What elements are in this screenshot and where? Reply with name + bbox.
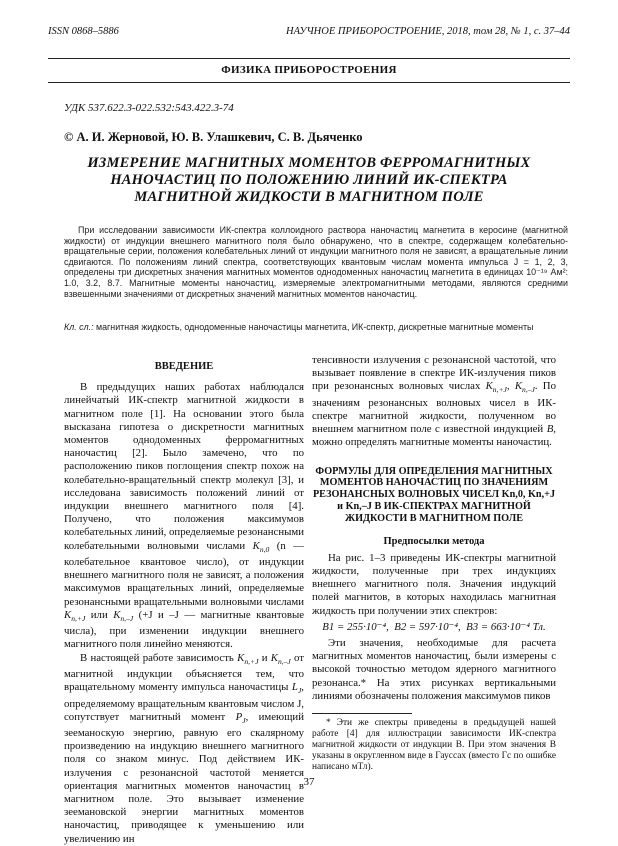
intro-text: В предыдущих наших работах наблюдался линейчатый ИК-спектр магнитной жидкости в магнитном поле [1]. На основании этого была высказана гипотеза о дискретности магнитных моментов однодоменных ферромагнитных наночастиц [2]. Было замечено, что по расположению пиков поглощения спектр похож на колебательно-вращательный спектр молекул [3], и исследована зависимость положений линий от индукции внешнего магнитного поля [4]. Получено, что положения максимумов колебательных линий, определяемые резонансными колебательными волновыми числами xyxy=(64,381,304,552)
keywords-label: Кл. сл.: xyxy=(64,322,94,332)
symbol-kn-plus-j: $K_{n,+J}$ xyxy=(64,608,86,623)
formula-b2: B2 = 597·10⁻⁴, xyxy=(394,620,461,633)
symbol-lj: $L_J$ xyxy=(291,681,302,696)
symbol-kn-minus-j: $K_{n,-J}$ xyxy=(514,380,535,395)
formula-section-heading: ФОРМУЛЫ ДЛЯ ОПРЕДЕЛЕНИЯ МАГНИТНЫХ МОМЕНТОВ НАНОЧАСТИЦ ПО ЗНАЧЕНИЯМ РЕЗОНАНСНЫХ ВОЛНОВЫХ ЧИСЕЛ Kn,0, Kn,+J и Kn,–J В ИК-СПЕКТРАХ МАГНИТНОЙ ЖИДКОСТИ В МАГНИТНОМ ПОЛЕ xyxy=(312,465,556,524)
induction-values xyxy=(312,621,556,634)
intro-text: , имеющий зееманоскую энергию, равную его скалярному произведению на индукцию внешнего магнитного поля со знаком минус. Под действием ИК-излучения с резонансной частотой меняется ориентация магнитных моментов наночастиц в магнитном поле. Это вызывает изменение зеемановской энергии магнитных моментов наночастиц, приводящее к уменьшению или увеличению ин xyxy=(64,710,304,845)
symbol-kn0: $K_{n,0}$ xyxy=(252,539,270,554)
formula-b3: B3 = 663·10⁻⁴ Тл. xyxy=(466,620,546,633)
symbol-pj: $P_J$ xyxy=(235,710,246,725)
page-number: 37 xyxy=(303,776,315,788)
paper-title: ИЗМЕРЕНИЕ МАГНИТНЫХ МОМЕНТОВ ФЕРРОМАГНИТНЫХ НАНОЧАСТИЦ ПО ПОЛОЖЕНИЮ ЛИНИЙ ИК-СПЕКТРА МАГНИТНОЙ ЖИДКОСТИ В МАГНИТНОМ ПОЛЕ xyxy=(87,155,531,205)
authors: © А. И. Жерновой, Ю. В. Улашкевич, С. В. Дьяченко xyxy=(64,130,363,144)
left-column xyxy=(64,360,304,846)
symbol-kn-minus-j: $K_{n,-J}$ xyxy=(270,651,291,666)
header-rule xyxy=(48,58,570,59)
journal-citation: НАУЧНОЕ ПРИБОРОСТРОЕНИЕ, 2018, том 28, № 1, с. 37–44 xyxy=(286,26,570,37)
keywords xyxy=(64,322,568,333)
footnote: * Эти же спектры приведены в предыдущей нашей работе [4] для иллюстрации зависимости ИК-спектра магнитной жидкости от индукции B. При этом значения B указаны в округленном виде в Гауссах (вместо Гс по ошибке написано мТл). xyxy=(312,718,556,772)
footnote-rule xyxy=(312,713,412,714)
abstract: При исследовании зависимости ИК-спектра коллоидного раствора наночастиц магнетита в керосине (магнитной жидкости) от индукции внешнего магнитного поля было обнаружено, что в спектре, содержащем колебательно-вращательные серии, положения колебательных линий от индукции магнитного поля не зависят, а вращательные линии сдвигаются. По положениям линий спектра, соответствующих квантовым числам момента импульса J = 1, 2, 3, определены три дискретных значения магнитных моментов однодоменных наночастиц магнетита в единицах 10⁻¹⁹ Ам²: 1.0, 3.2, 8.7. Магнитные моменты наночастиц, измеряемые электромагнитными методами, являются средними взвешенными значениями от дискретных значений магнитных моментов наночастиц. xyxy=(64,225,568,299)
section-rule xyxy=(48,82,570,83)
subsection-heading: Предпосылки метода xyxy=(383,535,485,547)
right-paragraph-1: тенсивности излучения с резонансной частотой, что вызывает появление в спектре ИК-излучения пиков при резонансных волновых числах $K_{n,+J}$, $K_{n,-J}$. По значениям резонансных волновых чисел в ИК-спектре магнитной жидкости, полученном во внешнем магнитном поле с известной индукцией B, можно определять магнитные моменты наночастиц. xyxy=(312,354,556,449)
symbol-kn-plus-j: $K_{n,+J}$ xyxy=(237,651,259,666)
method-paragraph-2: Эти значения, необходимые для расчета магнитных моментов наночастиц, были измерены с высокой точностью методом ядерного магнитного резонанса.* На этих рисунках вертикальными линиями обозначены положения максимумов пиков xyxy=(312,636,556,702)
intro-paragraph-1 xyxy=(64,381,304,651)
symbol-kn-plus-j: $K_{n,+J}$ xyxy=(485,380,507,395)
body-text: . По значениям резонансных волновых чисел в ИК-спектре магнитной жидкости, полученном во внешнем магнитном поле с известной индукцией xyxy=(312,380,556,436)
intro-text: В настоящей работе зависимость xyxy=(80,651,234,664)
body-text: тенсивности излучения с резонансной частотой, что вызывает появление в спектре ИК-излучения пиков при резонансных волновых числах xyxy=(312,354,556,393)
intro-text: (n — колебательное квантовое число), от индукции внешнего магнитного поля не зависят, а положения максимумов вращательных линий, определяемые резонансными вращательными волновыми числами xyxy=(64,539,304,608)
formula-b1: B1 = 255·10⁻⁴, xyxy=(322,620,389,633)
body-text: , можно определять магнитные моменты наночастиц. xyxy=(312,423,556,449)
intro-text: (+J и –J — магнитные квантовые числа), при изменении индукции внешнего магнитного поля линейно меняются. xyxy=(64,608,305,651)
symbol-kn-minus-j: $K_{n,-J}$ xyxy=(113,608,134,623)
intro-paragraph-2 xyxy=(64,652,304,846)
intro-text: , определяемому вращательным квантовым числом J, сопутствует магнитный момент xyxy=(64,681,304,723)
issn: ISSN 0868–5886 xyxy=(48,26,119,37)
intro-text: от магнитной индукции объясняется тем, что вращательному моменту импульса наночастицы xyxy=(64,651,304,694)
udk-code: УДК 537.622.3-022.532:543.422.3-74 xyxy=(64,102,234,114)
symbol-b: B xyxy=(546,423,554,436)
right-column xyxy=(312,354,556,773)
intro-text: и xyxy=(261,651,268,664)
method-paragraph-1: На рис. 1–3 приведены ИК-спектры магнитной жидкости, полученные при трех индукциях внешнего магнитного поля. Значения индукций полей магнитов, в которых находилась магнитная жидкость при получении этих спектров: xyxy=(312,551,556,617)
intro-text: или xyxy=(90,608,108,621)
section-title: ФИЗИКА ПРИБОРОСТРОЕНИЯ xyxy=(221,64,397,76)
keywords-text: магнитная жидкость, однодоменные наночастицы магнетита, ИК-спектр, дискретные магнитные моменты xyxy=(96,322,534,332)
intro-heading: ВВЕДЕНИЕ xyxy=(154,361,214,372)
